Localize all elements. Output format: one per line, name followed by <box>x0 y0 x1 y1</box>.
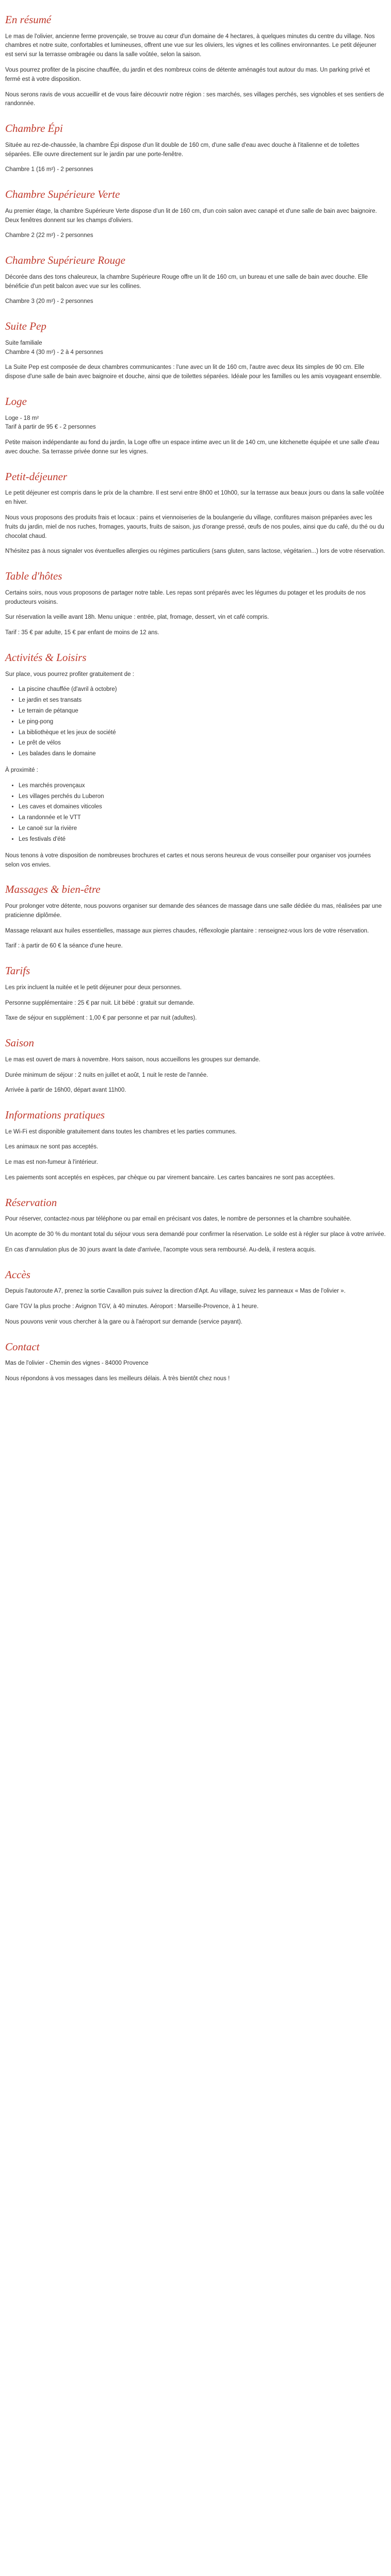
list-item: • Le ping-pong <box>19 718 386 727</box>
paragraph: Décorée dans des tons chaleureux, la chambre Supérieure Rouge offre un lit de 160 cm, un bureau et une salle de bain avec douche. Elle bénéficie d'un petit balcon avec vue sur les collines. <box>5 274 368 290</box>
section-title: Contact <box>5 1340 40 1353</box>
section-reservation <box>5 1194 386 1255</box>
room-meta <box>5 339 386 358</box>
paragraph: Massage relaxant aux huiles essentielles, massage aux pierres chaudes, réflexologie plantaire : renseignez-vous lors de votre réservation. <box>5 927 369 934</box>
paragraph: Vous pourrez profiter de la piscine chauffée, du jardin et des nombreux coins de détente aménagés tout autour du mas. Un parking privé et fermé est à votre disposition. <box>5 66 370 82</box>
paragraph: Sur réservation la veille avant 18h. Menu unique : entrée, plat, fromage, dessert, vin et café compris. <box>5 614 269 621</box>
section-title: Massages & bien-être <box>5 883 101 896</box>
paragraph: Nous serons ravis de vous accueillir et de vous faire découvrir notre région : ses marchés, ses villages perchés, ses vignobles et ses sentiers de randonnée. <box>5 91 384 107</box>
paragraph: Personne supplémentaire : 25 € par nuit. Lit bébé : gratuit sur demande. <box>5 999 194 1006</box>
room-meta: Chambre 1 (16 m²) - 2 personnes <box>5 166 93 173</box>
paragraph: Depuis l'autoroute A7, prenez la sortie Cavaillon puis suivez la direction d'Apt. Au village, suivez les panneaux « Mas de l'olivier ». <box>5 1288 346 1295</box>
paragraph: Le mas est ouvert de mars à novembre. Hors saison, nous accueillons les groupes sur demande. <box>5 1056 260 1063</box>
nearby-list <box>5 782 386 844</box>
section-loge <box>5 393 386 457</box>
list-item: • Le jardin et ses transats <box>19 696 386 705</box>
list-item: • Les balades dans le domaine <box>19 750 386 759</box>
room-meta: Chambre 2 (22 m²) - 2 personnes <box>5 232 93 239</box>
paragraph: La Suite Pep est composée de deux chambres communicantes : l'une avec un lit de 160 cm, l'autre avec deux lits simples de 90 cm. Elle dispose d'une salle de bain avec baignoire et douche, ainsi que de toilettes séparées. Idéale pour les familles ou les amis voyageant ensemble. <box>5 364 382 380</box>
list-item: • La bibliothèque et les jeux de société <box>19 728 386 738</box>
paragraph: Petite maison indépendante au fond du jardin, la Loge offre un espace intime avec un lit de 140 cm, une kitchenette équipée et une salle d'eau avec douche. Sa terrasse privée donne sur les vignes. <box>5 439 380 455</box>
section-title: Chambre Supérieure Rouge <box>5 254 125 267</box>
paragraph: Taxe de séjour en supplément : 1,00 € par personne et par nuit (adultes). <box>5 1015 197 1022</box>
paragraph: Un acompte de 30 % du montant total du séjour vous sera demandé pour confirmer la réservation. Le solde est à régler sur place à votre arrivée. <box>5 1231 386 1238</box>
paragraph: Mas de l'olivier - Chemin des vignes - 84000 Provence <box>5 1360 149 1367</box>
list-item: • Les caves et domaines viticoles <box>19 803 386 812</box>
paragraph: N'hésitez pas à nous signaler vos éventuelles allergies ou régimes particuliers (sans gluten, sans lactose, végétarien...) lors de votre réservation. <box>5 548 385 555</box>
section-title: Table d'hôtes <box>5 570 62 583</box>
paragraph: Pour prolonger votre détente, nous pouvons organiser sur demande des séances de massage dans une salle dédiée du mas, réalisées par une praticienne diplômée. <box>5 903 382 919</box>
paragraph: Durée minimum de séjour : 2 nuits en juillet et août, 1 nuit le reste de l'année. <box>5 1072 208 1078</box>
paragraph: Le petit déjeuner est compris dans le prix de la chambre. Il est servi entre 8h00 et 10h00, sur la terrasse aux beaux jours ou dans la salle voûtée en hiver. <box>5 490 384 506</box>
paragraph: Le Wi-Fi est disponible gratuitement dans toutes les chambres et les parties communes. <box>5 1128 237 1135</box>
list-item: • Le terrain de pétanque <box>19 707 386 716</box>
section-title: Suite Pep <box>5 320 46 333</box>
section-contact <box>5 1338 386 1384</box>
section-title: Chambre Épi <box>5 122 63 135</box>
section-title: En résumé <box>5 13 52 26</box>
section-title: Tarifs <box>5 964 30 977</box>
paragraph: À proximité : <box>5 767 38 774</box>
paragraph: Gare TGV la plus proche : Avignon TGV, à 40 minutes. Aéroport : Marseille-Provence, à 1 heure. <box>5 1303 259 1310</box>
section-title: Réservation <box>5 1196 57 1209</box>
section-chambre-rouge <box>5 252 386 307</box>
paragraph: Pour réserver, contactez-nous par téléphone ou par email en précisant vos dates, le nombre de personnes et la chambre souhaitée. <box>5 1216 352 1223</box>
section-chambre-epi <box>5 120 386 175</box>
section-access <box>5 1266 386 1327</box>
paragraph: Au premier étage, la chambre Supérieure Verte dispose d'un lit de 160 cm, d'un coin salon avec canapé et d'une salle de bain avec baignoire. Deux fenêtres donnent sur les champs d'oliviers. <box>5 208 377 224</box>
section-breakfast <box>5 468 386 556</box>
list-item: • Les villages perchés du Luberon <box>19 792 386 802</box>
paragraph: Tarif : à partir de 60 € la séance d'une heure. <box>5 943 123 950</box>
paragraph: Le mas est non-fumeur à l'intérieur. <box>5 1159 98 1166</box>
onsite-list <box>5 685 386 759</box>
list-item: • Le canoë sur la rivière <box>19 824 386 834</box>
paragraph: Le mas de l'olivier, ancienne ferme provençale, se trouve au cœur d'un domaine de 4 hectares, à quelques minutes du centre du village. Nos chambres et notre suite, confortables et lumineuses, offrent une vue sur les oliviers, les vignes et les collines environnantes. Le petit déjeuner est servi sur la terrasse ombragée ou dans la salle voûtée, selon la saison. <box>5 33 377 58</box>
section-title: Activités & Loisirs <box>5 651 87 664</box>
room-meta-line: Loge - 18 m² <box>5 415 39 421</box>
section-intro <box>5 11 386 109</box>
section-title: Informations pratiques <box>5 1109 105 1122</box>
section-activities <box>5 649 386 870</box>
section-title: Accès <box>5 1268 30 1281</box>
section-title: Loge <box>5 395 27 408</box>
section-practical <box>5 1107 386 1183</box>
list-item: • Le prêt de vélos <box>19 739 386 748</box>
section-spa <box>5 881 386 951</box>
paragraph: Nous tenons à votre disposition de nombreuses brochures et cartes et nous serons heureux de vous conseiller pour organiser vos journées selon vos envies. <box>5 852 371 868</box>
section-title: Saison <box>5 1037 35 1049</box>
section-chambre-verte <box>5 186 386 241</box>
list-item: • La piscine chauffée (d'avril à octobre) <box>19 685 386 694</box>
list-item: • La randonnée et le VTT <box>19 814 386 823</box>
section-season <box>5 1035 386 1095</box>
paragraph: Arrivée à partir de 16h00, départ avant 11h00. <box>5 1087 126 1094</box>
room-meta-line: Chambre 4 (30 m²) - 2 à 4 personnes <box>5 349 103 355</box>
section-title: Petit-déjeuner <box>5 470 68 483</box>
paragraph: Nous répondons à vos messages dans les meilleurs délais. À très bientôt chez nous ! <box>5 1376 230 1382</box>
paragraph: Les prix incluent la nuitée et le petit déjeuner pour deux personnes. <box>5 984 182 991</box>
section-tarifs <box>5 962 386 1023</box>
paragraph: Nous vous proposons des produits frais et locaux : pains et viennoiseries de la boulangerie du village, confitures maison préparées avec les fruits du jardin, miel de nos ruches, fromages, yaourts, fruits de saison, jus d'orange pressé, œufs de nos poules, ainsi que du café, du thé ou du chocolat chaud. <box>5 514 384 539</box>
paragraph: Tarif : 35 € par adulte, 15 € par enfant de moins de 12 ans. <box>5 630 159 636</box>
paragraph: Sur place, vous pourrez profiter gratuitement de : <box>5 671 134 677</box>
paragraph: Les paiements sont acceptés en espèces, par chèque ou par virement bancaire. Les cartes bancaires ne sont pas acceptées. <box>5 1175 335 1181</box>
room-meta: Chambre 3 (20 m²) - 2 personnes <box>5 298 93 305</box>
paragraph: Certains soirs, nous vous proposons de partager notre table. Les repas sont préparés avec les légumes du potager et les produits de nos producteurs voisins. <box>5 589 366 605</box>
list-item: • Les marchés provençaux <box>19 782 386 791</box>
section-dinner <box>5 568 386 638</box>
section-suite-pep <box>5 318 386 382</box>
paragraph: En cas d'annulation plus de 30 jours avant la date d'arrivée, l'acompte vous sera remboursé. Au-delà, il restera acquis. <box>5 1247 316 1253</box>
room-meta-line: Suite familiale <box>5 340 42 346</box>
section-title: Chambre Supérieure Verte <box>5 188 120 201</box>
room-meta <box>5 414 386 433</box>
paragraph: Les animaux ne sont pas acceptés. <box>5 1144 99 1150</box>
list-item: • Les festivals d'été <box>19 835 386 844</box>
paragraph: Nous pouvons venir vous chercher à la gare ou à l'aéroport sur demande (service payant). <box>5 1319 242 1326</box>
room-meta-line: Tarif à partir de 95 € - 2 personnes <box>5 424 96 431</box>
paragraph: Située au rez-de-chaussée, la chambre Épi dispose d'un lit double de 160 cm, d'une salle d'eau avec douche à l'italienne et de toilettes séparées. Elle ouvre directement sur le jardin par une porte-fenêtre. <box>5 142 360 158</box>
